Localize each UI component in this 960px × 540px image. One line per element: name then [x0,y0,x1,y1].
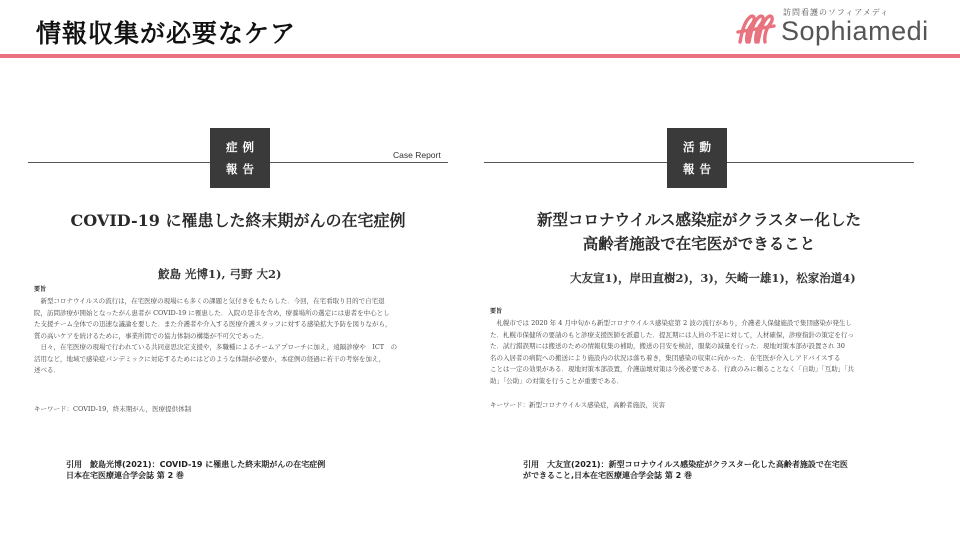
header-rule [28,162,210,163]
paper-keywords: キーワード：COVID-19，終末期がん，医療提供体制 [34,405,192,413]
abstract-line: 札幌市では 2020 年 4 月中旬から新型コロナウイルス感染症第 2 波の流行があり，介護老人保健施設で集団感染が発生し [490,319,852,327]
paper-excerpt-case-report [28,128,448,428]
paper-title-line: 新型コロナウイルス感染症がクラスター化した [536,210,862,229]
badge-line: 症例 [226,140,259,154]
citation-line: 日本在宅医療連合学会誌 第 2 巻 [66,471,184,480]
title-underline [0,54,960,58]
brand-name: Sophiamedi [781,16,929,46]
paper-title [484,208,914,256]
abstract-line: 院，訪問診療が開始となったがん患者が COVID-19 に罹患した．入院の是非を含め，療養場所の選定には患者を中心とし [34,308,390,317]
case-report-label: Case Report [393,150,441,160]
paper-title-line: COVID-19 に罹患した終末期がんの在宅症例 [70,211,406,230]
abstract-line: 名の入居者の病院への搬送により施設内の状況は落ち着き，集団感染の収束に向かった．在宅医が介入しアドバイスする [490,353,841,362]
abstract-line: た支援チーム全体での迅速な議論を要した．また介護者や介入する医療介護スタッフに対する感染拡大予防を図りながら， [34,320,392,328]
paper-authors: 鮫島 光博1), 弓野 大2) [158,267,282,281]
citation-line: ができること,日本在宅医療連合学会誌 第 2 巻 [523,471,692,480]
abstract-line: 述べる． [34,366,60,374]
abstract-line: 質の高いケアを続けるために，事業所間での協力体制の構築が不可欠であった． [34,331,268,340]
paper-abstract [34,296,442,388]
abstract-line: た．試行錯誤期には搬送のための情報収集の補助，搬送の目安を検討，服薬の減量を行った．現地対策本部が設置され 30 [490,342,845,350]
abstract-line: 活用など，地域で感染症パンデミックに対応するためにはどのような体制が必要か，本症例の経過に若干の考察を加え， [34,354,386,363]
paper-authors: 大友宣1)，岸田直樹2)，3)，矢崎一雄1)，松家治道4) [570,271,856,285]
header-rule [727,162,914,163]
citation-line: 引用 鮫島光博(2021)：COVID-19 に罹患した終末期がんの在宅症例 [66,460,326,469]
badge-line: 報告 [683,162,716,176]
abstract-line: た．札幌市保健所の要請のもと診療支援医師を派遣した．提瓦期には人員の不足に対して，人材確保，診療指針の策定を行っ [490,330,854,339]
summary-heading: 要旨 [34,286,47,293]
sophiamedi-logo-icon [736,12,778,46]
header-rule [484,162,667,163]
abstract-line: 日々，在宅医療の現場で行われている共同意思決定支援や，多職種によるチームアプローチに加え，遠隔診療や ICT の [34,343,398,351]
abstract-line: 新型コロナウイルスの流行は，在宅医療の現場にも多くの課題と気付きをもたらした．今回，在宅看取り目的で自宅退 [34,297,385,305]
paper-abstract [490,318,908,386]
badge-line: 活動 [683,140,716,154]
article-type-badge [667,128,727,188]
abstract-line: 助」「公助」の対策を行うことが重要である． [490,376,624,385]
summary-heading: 要旨 [490,308,503,315]
abstract-line: ことは一定の効果がある．現地対策本部設置，介護崩壊対策は今後必要である．行政のみに頼ることなく「自助」「互助」「共 [490,365,854,373]
paper-excerpt-activity-report [484,128,914,428]
brand-tagline: 訪問看護のソフィアメディ [783,8,890,17]
paper-title-line: 高齢者施設で在宅医ができること [582,234,816,253]
citation [523,459,903,481]
badge-line: 報告 [226,162,259,176]
citation-line: 引用 大友宣(2021)：新型コロナウイルス感染症がクラスター化した高齢者施設で在宅医 [523,460,848,469]
header-rule [270,162,448,163]
article-type-badge [210,128,270,188]
slide-title: 情報収集が必要なケア [36,19,297,48]
paper-title [28,208,448,231]
citation [66,459,366,481]
paper-keywords: キーワード：新型コロナウイルス感染症，高齢者施設，災害 [490,401,666,409]
brand-logo [736,6,948,50]
